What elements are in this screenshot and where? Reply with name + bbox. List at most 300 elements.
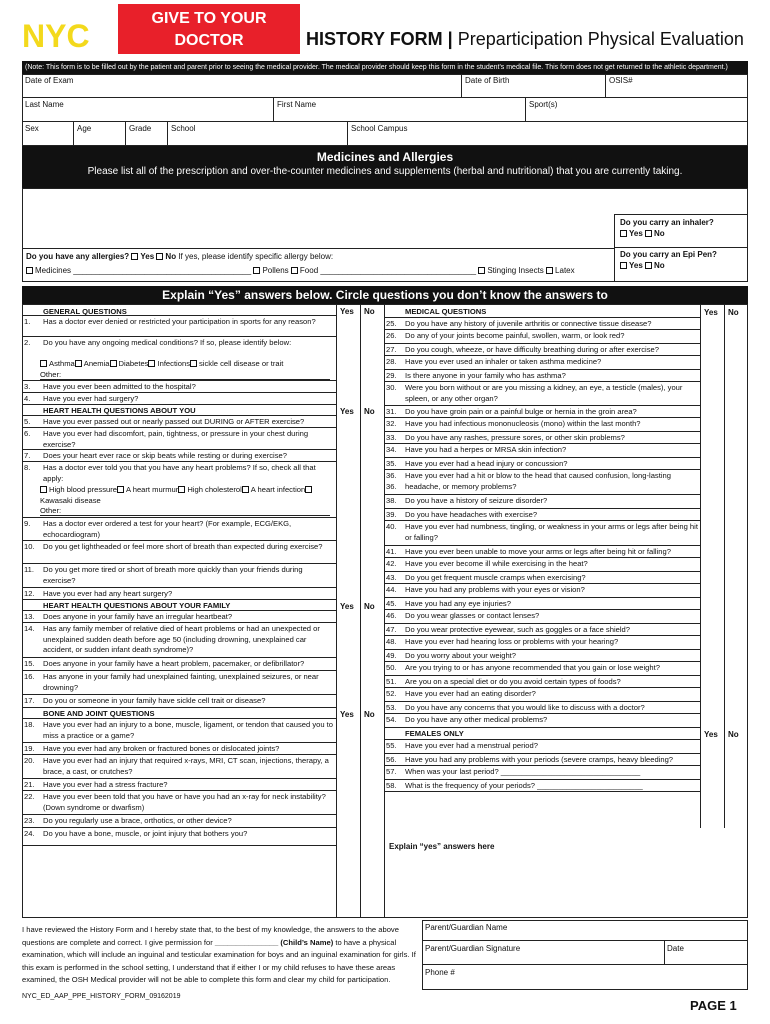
- question-text: Has a doctor ever ordered a test for your heart? (For example, ECG/EKG, echocardiogram): [43, 519, 292, 539]
- latex-label: Latex: [555, 266, 575, 275]
- column-yes-label: Yes: [340, 407, 354, 416]
- question-row: [384, 444, 700, 458]
- answer-no-cell[interactable]: [724, 676, 748, 688]
- answer-no-cell[interactable]: [724, 344, 748, 356]
- food-label: Food: [299, 266, 319, 275]
- stinging-insects-label: Stinging Insects: [487, 266, 544, 275]
- q8-option-checkbox[interactable]: [242, 486, 249, 493]
- question-text: Have you ever been admitted to the hospital?: [43, 382, 196, 391]
- answer-no-cell[interactable]: [360, 316, 384, 337]
- q2-option-label: Anemia: [83, 359, 110, 368]
- answer-yes-cell[interactable]: [700, 572, 724, 584]
- column-yes-label: Yes: [704, 308, 718, 317]
- stinging-insects-checkbox[interactable]: [478, 267, 485, 274]
- allergy-no-checkbox[interactable]: [156, 253, 163, 260]
- q2-option-checkbox[interactable]: [75, 360, 82, 367]
- question-row: [22, 316, 336, 337]
- answer-no-cell[interactable]: [360, 611, 384, 623]
- food-checkbox[interactable]: [291, 267, 298, 274]
- question-row: [384, 418, 700, 432]
- column-no-label: No: [364, 602, 375, 611]
- question-number: 13.: [24, 612, 35, 621]
- answer-no-cell[interactable]: [724, 406, 748, 418]
- childs-name-blank: _______________ (Child’s Name): [214, 937, 334, 947]
- question-text: Have you ever had an eating disorder?: [405, 689, 536, 698]
- page-number: PAGE 1: [690, 998, 737, 1013]
- sex-field[interactable]: Sex: [22, 122, 74, 146]
- answer-yes-cell[interactable]: [700, 432, 724, 444]
- answer-yes-cell[interactable]: [700, 406, 724, 418]
- question-number: 17.: [24, 696, 35, 705]
- answer-yes-cell[interactable]: [700, 458, 724, 470]
- question-text: Do you have a bone, muscle, or joint injury that bothers you?: [43, 829, 248, 838]
- question-number: 49.: [386, 651, 397, 660]
- question-row: [384, 356, 700, 370]
- question-row: [22, 393, 336, 405]
- q2-option-checkbox[interactable]: [148, 360, 155, 367]
- column-no-label: No: [364, 407, 375, 416]
- answer-no-cell[interactable]: [360, 779, 384, 791]
- answer-yes-cell[interactable]: [336, 450, 360, 462]
- question-text: Do you have headaches with exercise?: [405, 510, 538, 519]
- answer-no-cell[interactable]: [724, 470, 748, 495]
- answer-no-cell[interactable]: [724, 495, 748, 509]
- answer-yes-cell[interactable]: [700, 676, 724, 688]
- question-number: 41.: [386, 547, 397, 556]
- answer-no-cell[interactable]: [724, 330, 748, 344]
- question-text: Do you worry about your weight?: [405, 651, 517, 660]
- give-to-doctor-badge: [118, 4, 300, 54]
- answer-yes-cell[interactable]: [336, 779, 360, 791]
- answer-no-cell[interactable]: [724, 780, 748, 792]
- q8-other-field[interactable]: Other:: [40, 506, 330, 516]
- question-text: Have you had infectious mononucleosis (mono) within the last month?: [405, 419, 641, 428]
- question-number: 11.: [24, 565, 34, 574]
- inhaler-no-label: No: [654, 229, 665, 238]
- answer-yes-cell[interactable]: [336, 462, 360, 518]
- question-text: Do you have any history of juvenile arthritis or connective tissue disease?: [405, 319, 652, 328]
- question-number: 46.: [386, 611, 397, 620]
- q8-option-checkbox[interactable]: [117, 486, 124, 493]
- question-text: Have you ever had numbness, tingling, or weakness in your arms or legs after being hit or falling?: [405, 522, 698, 542]
- question-number: 18.: [24, 720, 35, 729]
- column-yes-label: Yes: [340, 307, 354, 316]
- question-text: Have you ever had a menstrual period?: [405, 741, 538, 750]
- answer-yes-cell[interactable]: [700, 318, 724, 330]
- inhaler-no-checkbox[interactable]: [645, 230, 652, 237]
- answer-yes-cell[interactable]: [700, 624, 724, 636]
- question-text: What is the frequency of your periods? _________________________: [405, 781, 643, 790]
- answer-yes-cell[interactable]: [336, 416, 360, 428]
- question-text: Have you ever been told that you have or have you had an x-ray for neck instability? (Down syndrome or dwarfism): [43, 792, 326, 812]
- question-row: [384, 495, 700, 509]
- answer-yes-cell[interactable]: [336, 564, 360, 588]
- question-row: [22, 623, 336, 658]
- answer-yes-cell[interactable]: [336, 791, 360, 815]
- question-row: [384, 572, 700, 584]
- answer-no-cell[interactable]: [724, 610, 748, 624]
- answer-no-cell[interactable]: [360, 719, 384, 743]
- question-number: 39.: [386, 510, 397, 519]
- question-number: 57.: [386, 767, 397, 776]
- answer-no-cell[interactable]: [724, 650, 748, 662]
- answer-yes-cell[interactable]: [700, 702, 724, 714]
- answer-no-cell[interactable]: [360, 791, 384, 815]
- answer-yes-cell[interactable]: [700, 356, 724, 370]
- answer-no-cell[interactable]: [360, 658, 384, 671]
- question-text: Have you ever had a head injury or concussion?: [405, 459, 568, 468]
- guardian-signature-field[interactable]: Parent/Guardian Signature: [425, 944, 521, 953]
- answer-no-cell[interactable]: [724, 318, 748, 330]
- epipen-question: [620, 250, 717, 270]
- answer-no-cell[interactable]: [724, 572, 748, 584]
- question-number: 40.: [386, 522, 397, 531]
- answer-no-cell[interactable]: [724, 521, 748, 546]
- column-no-label: No: [728, 308, 739, 317]
- answer-no-cell[interactable]: [360, 755, 384, 779]
- answer-no-cell[interactable]: [360, 828, 384, 846]
- question-text: Do you have any other medical problems?: [405, 715, 548, 724]
- question-number: 28.: [386, 357, 397, 366]
- medicines-list-area[interactable]: [24, 190, 614, 246]
- q2-option-label: Infections: [157, 359, 190, 368]
- answer-yes-cell[interactable]: [336, 588, 360, 600]
- column-yes-label: Yes: [340, 710, 354, 719]
- explain-yes-area[interactable]: [386, 854, 746, 916]
- answer-yes-cell[interactable]: [700, 546, 724, 558]
- question-text: Have you ever been unable to move your arms or legs after being hit or falling?: [405, 547, 671, 556]
- question-text: Do you cough, wheeze, or have difficulty breathing during or after exercise?: [405, 345, 659, 354]
- question-row: [22, 815, 336, 828]
- question-row: [384, 740, 700, 754]
- question-number: 12.: [24, 589, 35, 598]
- column-no-label: No: [728, 730, 739, 739]
- answer-no-cell[interactable]: [360, 416, 384, 428]
- question-number: 56.: [386, 755, 397, 764]
- answer-yes-cell[interactable]: [336, 695, 360, 708]
- answer-no-cell[interactable]: [360, 428, 384, 450]
- last-name-field[interactable]: Last Name: [22, 98, 274, 122]
- answer-no-cell[interactable]: [360, 518, 384, 541]
- question-text: Have you ever had a hit or blow to the head that caused confusion, long-lasting headache, or memory problems?: [405, 471, 671, 491]
- answer-yes-cell[interactable]: [336, 671, 360, 695]
- answer-yes-cell[interactable]: [700, 754, 724, 766]
- consent-part-2: to have a physical examination, which will include an inguinal and testicular examination for boys and an inguinal examination for girls. If this exam is performed in the school setting, I understand that if either I or my child refuses to have these areas examined, the OSH Medical provider will not be able to complete this form and clear my child for participation.: [22, 937, 416, 985]
- date-field[interactable]: Date: [667, 944, 684, 953]
- question-text: Do any of your joints become painful, swollen, warm, or look red?: [405, 331, 625, 340]
- answer-no-cell[interactable]: [724, 558, 748, 572]
- section-title: BONE AND JOINT QUESTIONS: [43, 709, 155, 718]
- medicines-allergy-checkbox[interactable]: [26, 267, 33, 274]
- latex-checkbox[interactable]: [546, 267, 553, 274]
- answer-no-cell[interactable]: [724, 702, 748, 714]
- answer-yes-cell[interactable]: [700, 584, 724, 598]
- question-text: Do you or someone in your family have sickle cell trait or disease?: [43, 696, 266, 705]
- q8-option-checkbox[interactable]: [40, 486, 47, 493]
- answer-no-cell[interactable]: [724, 432, 748, 444]
- answer-no-cell[interactable]: [724, 444, 748, 458]
- inhaler-question: [620, 218, 714, 238]
- column-no-label: No: [364, 710, 375, 719]
- answer-no-cell[interactable]: [724, 714, 748, 728]
- question-row: [384, 382, 700, 406]
- answer-no-cell[interactable]: [724, 740, 748, 754]
- answer-yes-cell[interactable]: [700, 495, 724, 509]
- question-row: [22, 658, 336, 671]
- answer-yes-cell[interactable]: [336, 428, 360, 450]
- answer-yes-cell[interactable]: [336, 611, 360, 623]
- question-number: 24.: [24, 829, 35, 838]
- answer-no-cell[interactable]: [724, 382, 748, 406]
- guardian-name-field[interactable]: Parent/Guardian Name: [425, 923, 508, 932]
- question-number: 47.: [386, 625, 397, 634]
- question-text: Have you ever had discomfort, pain, tightness, or pressure in your chest during exercise?: [43, 429, 309, 449]
- question-row: [384, 432, 700, 444]
- answer-yes-cell[interactable]: [336, 743, 360, 755]
- answer-yes-cell[interactable]: [336, 541, 360, 564]
- answer-yes-cell[interactable]: [700, 418, 724, 432]
- answer-yes-cell[interactable]: [700, 610, 724, 624]
- answer-yes-cell[interactable]: [700, 558, 724, 572]
- answer-no-cell[interactable]: [724, 584, 748, 598]
- answer-no-cell[interactable]: [724, 458, 748, 470]
- allergy-no-label: No: [165, 252, 177, 261]
- answer-yes-cell[interactable]: [700, 662, 724, 676]
- question-number: 4.: [24, 394, 31, 403]
- question-number: 50.: [386, 663, 397, 672]
- question-text: Does your heart ever race or skip beats while resting or during exercise?: [43, 451, 287, 460]
- answer-yes-cell[interactable]: [336, 316, 360, 337]
- pollens-label: Pollens: [262, 266, 289, 275]
- answer-yes-cell[interactable]: [700, 470, 724, 495]
- question-row: [22, 564, 336, 588]
- answer-no-cell[interactable]: [724, 356, 748, 370]
- question-text: Have you ever had surgery?: [43, 394, 139, 403]
- answer-no-cell[interactable]: [360, 743, 384, 755]
- question-row: [384, 636, 700, 650]
- q8-option-checkbox[interactable]: [305, 486, 312, 493]
- answer-yes-cell[interactable]: [700, 780, 724, 792]
- question-row: [22, 541, 336, 564]
- question-number: 45.: [386, 599, 397, 608]
- question-row: [384, 458, 700, 470]
- sports-field[interactable]: Sport(s): [526, 98, 748, 122]
- question-row: [384, 598, 700, 610]
- answer-no-cell[interactable]: [724, 509, 748, 521]
- answer-no-cell[interactable]: [360, 588, 384, 600]
- answer-no-cell[interactable]: [360, 695, 384, 708]
- epipen-no-checkbox[interactable]: [645, 262, 652, 269]
- allergy-yes-checkbox[interactable]: [131, 253, 138, 260]
- osis-field[interactable]: OSIS#: [606, 74, 748, 98]
- q2-option-checkbox[interactable]: [40, 360, 47, 367]
- question-row: [22, 450, 336, 462]
- question-number: 16.: [24, 672, 35, 681]
- answer-no-cell[interactable]: [724, 688, 748, 702]
- question-number: 19.: [24, 744, 35, 753]
- question-row: [384, 558, 700, 572]
- question-number: 10.: [24, 542, 35, 551]
- school-field[interactable]: School: [168, 122, 348, 146]
- answer-yes-cell[interactable]: [336, 658, 360, 671]
- pollens-checkbox[interactable]: [253, 267, 260, 274]
- question-number: 30.: [386, 383, 397, 392]
- question-text: Have you had any problems with your periods (severe cramps, heavy bleeding?: [405, 755, 674, 764]
- answer-no-cell[interactable]: [724, 624, 748, 636]
- question-row: [22, 381, 336, 393]
- answer-yes-cell[interactable]: [700, 330, 724, 344]
- question-number: 14.: [24, 624, 35, 633]
- epipen-yes-checkbox[interactable]: [620, 262, 627, 269]
- question-text: Have you had any problems with your eyes or vision?: [405, 585, 585, 594]
- question-number: 48.: [386, 637, 397, 646]
- question-text: Do you regularly use a brace, orthotics, or other device?: [43, 816, 232, 825]
- question-number: 7.: [24, 451, 31, 460]
- section-title: GENERAL QUESTIONS: [43, 307, 127, 316]
- grade-field[interactable]: Grade: [126, 122, 168, 146]
- answer-yes-cell[interactable]: [336, 518, 360, 541]
- question-text: Has anyone in your family had unexplained fainting, unexplained seizures, or near drowning?: [43, 672, 319, 692]
- answer-no-cell[interactable]: [360, 337, 384, 381]
- question-row: [384, 344, 700, 356]
- question-text: Has a doctor ever denied or restricted your participation in sports for any reason?: [43, 317, 316, 326]
- age-field[interactable]: Age: [74, 122, 126, 146]
- question-text: Does anyone in your family have a heart problem, pacemaker, or defibrillator?: [43, 659, 305, 668]
- answer-no-cell[interactable]: [360, 462, 384, 518]
- answer-no-cell[interactable]: [724, 662, 748, 676]
- section-title: HEART HEALTH QUESTIONS ABOUT YOU: [43, 406, 196, 415]
- date-of-exam-field[interactable]: Date of Exam: [22, 74, 462, 98]
- question-text: Do you have any concerns that you would like to discuss with a doctor?: [405, 703, 645, 712]
- answer-yes-cell[interactable]: [700, 636, 724, 650]
- answer-yes-cell[interactable]: [336, 755, 360, 779]
- q2-option-checkbox[interactable]: [190, 360, 197, 367]
- question-section-header: [384, 728, 700, 740]
- answer-yes-cell[interactable]: [700, 740, 724, 754]
- answer-yes-cell[interactable]: [700, 521, 724, 546]
- question-number: 55.: [386, 741, 397, 750]
- q2-option-label: sickle cell disease or trait: [199, 359, 284, 368]
- question-number: 32.: [386, 419, 397, 428]
- question-row: [384, 509, 700, 521]
- question-number: 15.: [24, 659, 35, 668]
- question-row: [384, 406, 700, 418]
- question-text: Have you ever had a stress fracture?: [43, 780, 168, 789]
- medicines-subtitle: Please list all of the prescription and over-the-counter medicines and supplements (herbal and nutritional) that you are currently taking.: [87, 166, 683, 177]
- answer-yes-cell[interactable]: [336, 393, 360, 405]
- answer-yes-cell[interactable]: [700, 766, 724, 780]
- allergy-question: [26, 252, 333, 261]
- answer-no-cell[interactable]: [724, 546, 748, 558]
- answer-yes-cell[interactable]: [336, 815, 360, 828]
- answer-yes-cell[interactable]: [700, 370, 724, 382]
- question-number: 6.: [24, 429, 31, 438]
- note-bar: (Note: This form is to be filled out by the patient and parent prior to seeing the medical provider. The medical provider should keep this form in the student's medical file. This form does not get returned to the athletic department.): [22, 61, 748, 74]
- answer-yes-cell[interactable]: [700, 444, 724, 458]
- answer-yes-cell[interactable]: [700, 344, 724, 356]
- question-number: 22.: [24, 792, 35, 801]
- question-text: Have you ever had hearing loss or problems with your hearing?: [405, 637, 619, 646]
- epipen-question-text: Do you carry an Epi Pen?: [620, 250, 717, 259]
- answer-yes-cell[interactable]: [336, 337, 360, 381]
- question-number: 35.: [386, 459, 397, 468]
- question-row: [384, 766, 700, 780]
- school-campus-field[interactable]: School Campus: [348, 122, 748, 146]
- answer-no-cell[interactable]: [360, 564, 384, 588]
- answer-no-cell[interactable]: [724, 754, 748, 766]
- question-number: 1.: [24, 317, 31, 326]
- answer-no-cell[interactable]: [360, 381, 384, 393]
- answer-yes-cell[interactable]: [336, 381, 360, 393]
- answer-yes-cell[interactable]: [700, 382, 724, 406]
- answer-yes-cell[interactable]: [700, 509, 724, 521]
- question-text: Have you ever become ill while exercising in the heat?: [405, 559, 588, 568]
- answer-yes-cell[interactable]: [336, 623, 360, 658]
- question-text: Do you have a history of seizure disorder?: [405, 496, 548, 505]
- answer-yes-cell[interactable]: [336, 719, 360, 743]
- q2-other-field[interactable]: Other:: [40, 370, 330, 380]
- answer-no-cell[interactable]: [360, 815, 384, 828]
- answer-yes-cell[interactable]: [336, 828, 360, 846]
- question-text: Are you on a special diet or do you avoid certain types of foods?: [405, 677, 621, 686]
- inhaler-yes-checkbox[interactable]: [620, 230, 627, 237]
- phone-field[interactable]: Phone #: [425, 968, 455, 977]
- answer-no-cell[interactable]: [724, 766, 748, 780]
- question-text: Have you ever passed out or nearly passed out DURING or AFTER exercise?: [43, 417, 305, 426]
- answer-yes-cell[interactable]: [700, 650, 724, 662]
- section-title: FEMALES ONLY: [405, 729, 464, 738]
- answer-no-cell[interactable]: [360, 393, 384, 405]
- question-number: 20.: [24, 756, 35, 765]
- question-number: 36.: [386, 482, 397, 491]
- answer-no-cell[interactable]: [360, 450, 384, 462]
- question-row: [384, 370, 700, 382]
- q2-option-label: Diabetes: [118, 359, 149, 368]
- answer-no-cell[interactable]: [360, 623, 384, 658]
- question-row: [384, 662, 700, 676]
- answer-no-cell[interactable]: [724, 418, 748, 432]
- date-of-birth-field[interactable]: Date of Birth: [462, 74, 606, 98]
- allergy-yes-label: Yes: [140, 252, 155, 261]
- answer-yes-cell[interactable]: [700, 598, 724, 610]
- column-yes-label: Yes: [704, 730, 718, 739]
- question-number: 29.: [386, 371, 397, 380]
- answer-no-cell[interactable]: [724, 598, 748, 610]
- q8-option-label: Kawasaki disease: [40, 496, 101, 505]
- answer-no-cell[interactable]: [724, 636, 748, 650]
- question-row: [384, 330, 700, 344]
- answer-no-cell[interactable]: [724, 370, 748, 382]
- first-name-field[interactable]: First Name: [274, 98, 526, 122]
- question-text: Do you wear protective eyewear, such as goggles or a face shield?: [405, 625, 630, 634]
- give-line-2: DOCTOR: [174, 32, 244, 49]
- question-number: 42.: [386, 559, 397, 568]
- answer-no-cell[interactable]: [360, 541, 384, 564]
- question-row: [384, 754, 700, 766]
- question-text: Has any family member of relative died of heart problems or had an unexpected or unexplained sudden death before age 50 (including drowning, unexplained car accident, or sudden infant death syndrome)?: [43, 624, 320, 655]
- q2-option-checkbox[interactable]: [110, 360, 117, 367]
- answer-yes-cell[interactable]: [700, 688, 724, 702]
- q8-option-checkbox[interactable]: [178, 486, 185, 493]
- epipen-yes-label: Yes: [629, 261, 643, 270]
- question-number: 58.: [386, 781, 397, 790]
- answer-yes-cell[interactable]: [700, 714, 724, 728]
- question-number: 51.: [386, 677, 397, 686]
- question-text: Have you ever used an inhaler or taken asthma medicine?: [405, 357, 602, 366]
- question-text: Are you trying to or has anyone recommended that you gain or lose weight?: [405, 663, 660, 672]
- answer-no-cell[interactable]: [360, 671, 384, 695]
- question-text: Have you ever had any broken or fractured bones or dislocated joints?: [43, 744, 280, 753]
